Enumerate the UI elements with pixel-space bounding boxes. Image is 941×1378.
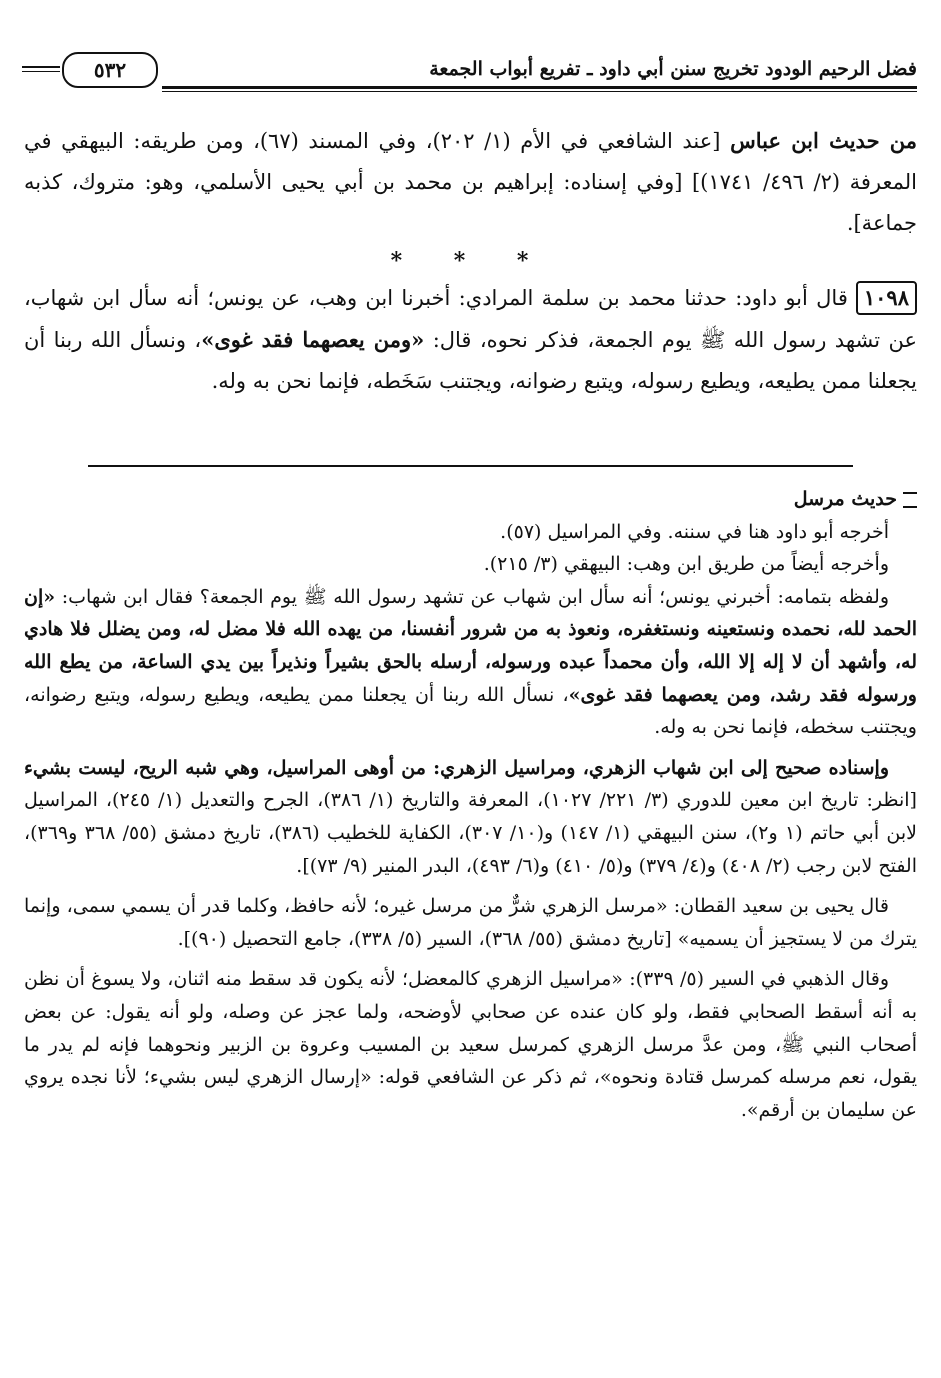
- page-number-badge: [62, 52, 158, 88]
- hadith-number-badge: ١٠٩٨: [856, 281, 917, 315]
- p3-text: ولفظه بتمامه: أخبرني يونس؛ أنه سأل ابن شهاب عن تشهد رسول الله ﷺ يوم الجمعة؟ فقال ابن شهاب:: [55, 585, 889, 608]
- page-header: [22, 52, 917, 92]
- intro-bold: من حديث ابن عباس: [730, 128, 918, 153]
- header-rule-thin: [162, 91, 917, 92]
- section-separator: * * *: [390, 248, 551, 274]
- p4-text: [انظر: تاريخ ابن معين للدوري (٣/ ٢٢١/ ١٠٢٧)، المعرفة والتاريخ (١/ ٣٨٦)، الجرح والتعديل (١/ ٢٤٥)، المراسيل لابن أبي حاتم (١ و٢)، سنن البيهقي (١/ ١٤٧) و(١٠/ ٣٠٧)، الكفاية للخطيب (٣٨٦)، تاريخ دمشق (٥٥/ ٣٦٨ و٣٦٩)، الفتح لابن رجب (٢/ ٤٠٨) و(٤/ ٣٧٩) و(٥/ ٤١٠) و(٦/ ٤٩٣)، البدر المنير (٩/ ٧٣)].: [24, 789, 917, 877]
- hadith-bold-text: «ومن يعصهما فقد غوى»: [201, 327, 425, 352]
- p3-text-end: ، نسأل الله ربنا أن يجعلنا ممن يطيعه، ويطيع رسوله، ويتبع رضوانه، ويجتنب سخطه، فإنما نحن به وله.: [24, 683, 917, 739]
- commentary-line-1: أخرجه أبو داود هنا في سننه. وفي المراسيل (٥٧).: [500, 520, 889, 543]
- footnote-divider: [88, 465, 853, 467]
- header-rule: [162, 86, 917, 89]
- commentary-paragraph-6: وقال الذهبي في السير (٥/ ٣٣٩): «مراسيل الزهري كالمعضل؛ لأنه يكون قد سقط منه اثنان، ولا يسوغ أن نظن به أنه أسقط الصحابي فقط، ولو كان عنده عن صحابي لأوضحه، ولما عجز عن وصله، ولو أنه يقول: عن بعض أصحاب النبي ﷺ، ومن عدَّ مرسل الزهري كمرسل سعيد بن المسيب وعروة بن الزبير ونحوهما فإنه لم يدر ما يقول، نعم مرسله كمرسل قتادة ونحوه»، ثم ذكر عن الشافعي قوله: «إرسال الزهري ليس بشيء؛ لأنا نجده يروي عن سليمان بن أرقم».: [24, 968, 917, 1121]
- commentary: [24, 483, 917, 1126]
- commentary-paragraph-3: [24, 581, 917, 744]
- p3-bold: «إن الحمد لله، نحمده ونستعينه ونستغفره، ونعوذ به من شرور أنفسنا، من يهده الله فلا مضل له، ومن يضلل فلا هادي له، وأشهد أن لا إله إلا الله، وأن محمداً عبده ورسوله، أرسله بالحق بشيراً ونذيراً بين يدي الساعة، من يطع الله ورسوله فقد رشد، ومن يعصهما فقد غوى»: [24, 585, 917, 706]
- commentary-line-2: وأخرجه أيضاً من طريق ابن وهب: البيهقي (٣/ ٢١٥).: [483, 553, 889, 576]
- commentary-paragraph-5: قال يحيى بن سعيد القطان: «مرسل الزهري شرٌّ من مرسل غيره؛ لأنه حافظ، وكلما قدر أن يسمي سمى، وإنما يترك من لا يستجيز أن يسميه» [تاريخ دمشق (٥٥/ ٣٦٨)، السير (٥/ ٣٣٨)، جامع التحصيل (٩٠)].: [24, 895, 917, 950]
- page-number: ٥٣٢: [93, 58, 127, 82]
- hadith-text-end: ، ونسأل الله ربنا أن يجعلنا ممن يطيعه، ويطيع رسوله، ويتبع رضوانه، ويجتنب سَخَطه، فإنما نحن به وله.: [24, 328, 917, 393]
- intro-paragraph: [24, 120, 917, 244]
- intro-text: [عند الشافعي في الأم (١/ ٢٠٢)، وفي المسند (٦٧)، ومن طريقه: البيهقي في المعرفة (٢/ ٤٩٦/ ١٧٤١)] [وفي إسناده: إبراهيم بن محمد بن أبي يحيى الأسلمي، وهو: متروك، كذبه جماعة].: [24, 129, 917, 235]
- hadith-text: قال أبو داود: حدثنا محمد بن سلمة المرادي: أخبرنا ابن وهب، عن يونس؛ أنه سأل ابن شهاب، عن تشهد رسول الله ﷺ يوم الجمعة، فذكر نحوه، قال:: [24, 286, 918, 352]
- running-title: فضل الرحيم الودود تخريج سنن أبي داود ـ تفريع أبواب الجمعة: [429, 58, 917, 80]
- header-rule-left-thin: [22, 71, 60, 72]
- p4-bold: وإسناده صحيح إلى ابن شهاب الزهري، ومراسيل الزهري: من أوهى المراسيل، وهي شبه الريح، ليست بشيء: [24, 756, 889, 779]
- commentary-heading: [24, 483, 917, 516]
- commentary-paragraph-4: [24, 752, 917, 882]
- main-text: [24, 120, 917, 402]
- hadith-paragraph: [24, 278, 917, 402]
- bullet-icon: [903, 492, 917, 508]
- commentary-heading-text: حديث مرسل: [793, 488, 897, 510]
- header-rule-left: [22, 66, 60, 68]
